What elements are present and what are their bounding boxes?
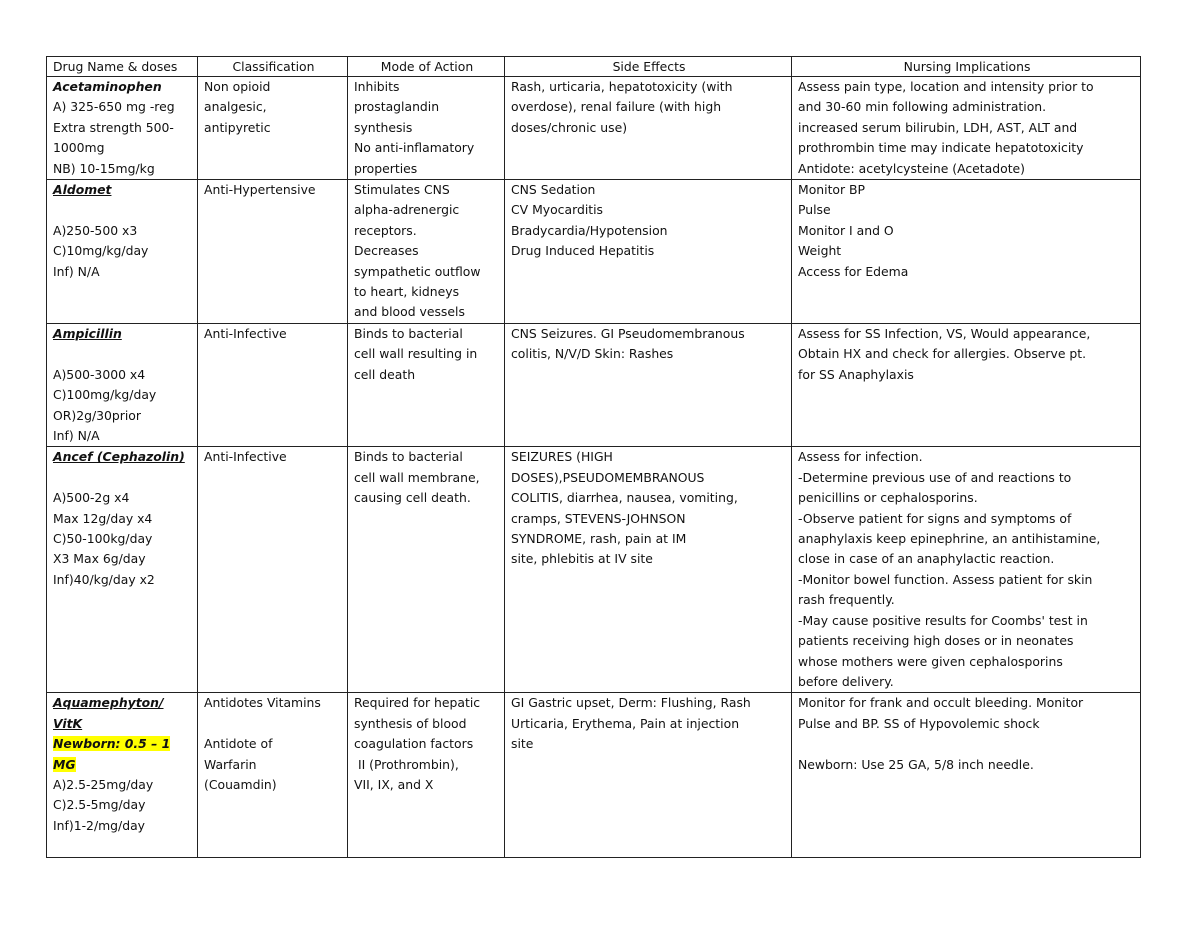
side-effects-line: overdose), renal failure (with high xyxy=(511,99,722,115)
mode-of-action-line: Decreases xyxy=(354,243,419,259)
dose-line: C)10mg/kg/day xyxy=(53,243,149,259)
mode-of-action-line: causing cell death. xyxy=(354,490,471,506)
mode-of-action-line: properties xyxy=(354,160,418,176)
nursing-implications-cell xyxy=(792,180,1141,324)
nursing-line: for SS Anaphylaxis xyxy=(798,366,914,382)
header-classification: Classification xyxy=(198,57,348,77)
dose-line: X3 Max 6g/day xyxy=(53,551,146,567)
nursing-line: Pulse and BP. SS of Hypovolemic shock xyxy=(798,715,1040,731)
nursing-line: -Observe patient for signs and symptoms of xyxy=(798,510,1072,526)
side-effects-line: GI Gastric upset, Derm: Flushing, Rash xyxy=(511,695,751,711)
dose-line: Extra strength 500- xyxy=(53,119,174,135)
classification-line: Anti-Hypertensive xyxy=(204,182,316,198)
dose-line: OR)2g/30prior xyxy=(53,407,141,423)
side-effects-cell xyxy=(505,693,792,858)
mode-of-action-line: Stimulates CNS xyxy=(354,182,450,198)
classification-line: Antidote of xyxy=(204,736,273,752)
dose-line: C)100mg/kg/day xyxy=(53,387,157,403)
mode-of-action-line: to heart, kidneys xyxy=(354,284,460,300)
mode-of-action-line: VII, IX, and X xyxy=(354,776,434,792)
side-effects-line: Rash, urticaria, hepatotoxicity (with xyxy=(511,79,733,94)
header-mode-of-action: Mode of Action xyxy=(348,57,505,77)
mode-of-action-line: and blood vessels xyxy=(354,304,465,320)
side-effects-cell xyxy=(505,77,792,180)
nursing-line: -May cause positive results for Coombs' test in xyxy=(798,612,1088,628)
nursing-line: Monitor for frank and occult bleeding. Monitor xyxy=(798,695,1084,711)
nursing-line: anaphylaxis keep epinephrine, an antihistamine, xyxy=(798,531,1101,547)
side-effects-line: site xyxy=(511,736,534,752)
drug-name-cell xyxy=(47,77,198,180)
drug-name-cell xyxy=(47,180,198,324)
nursing-implications-cell xyxy=(792,77,1141,180)
nursing-implications-cell xyxy=(792,324,1141,447)
nursing-line: prothrombin time may indicate hepatotoxicity xyxy=(798,140,1084,156)
nursing-line: and 30-60 min following administration. xyxy=(798,99,1047,115)
side-effects-line: site, phlebitis at IV site xyxy=(511,551,653,567)
highlight-text: MG xyxy=(53,756,76,772)
classification-line: antipyretic xyxy=(204,119,271,135)
spacer xyxy=(53,344,193,364)
classification-line: Non opioid xyxy=(204,79,271,94)
drug-name: Aquamephyton/ xyxy=(53,695,164,711)
nursing-line: -Monitor bowel function. Assess patient for skin xyxy=(798,571,1093,587)
dose-line: 1000mg xyxy=(53,140,105,156)
header-drug-name: Drug Name & doses xyxy=(47,57,198,77)
dose-line: Inf)1-2/mg/day xyxy=(53,817,146,833)
dose-line: Max 12g/day x4 xyxy=(53,510,153,526)
dose-line: A)2.5-25mg/day xyxy=(53,776,154,792)
newborn-dose-highlight xyxy=(53,755,193,775)
table-row xyxy=(47,180,1141,324)
drug-name: Acetaminophen xyxy=(53,79,162,94)
drug-reference-table xyxy=(46,56,1141,858)
spacer xyxy=(798,734,1136,754)
dose-line: A) 325-650 mg -reg xyxy=(53,99,175,115)
classification-line: Anti-Infective xyxy=(204,449,287,465)
drug-name-cell xyxy=(47,693,198,858)
classification-cell xyxy=(198,77,348,180)
header-row xyxy=(47,57,1141,77)
side-effects-line: colitis, N/V/D Skin: Rashes xyxy=(511,346,674,362)
classification-line: Anti-Infective xyxy=(204,326,287,342)
side-effects-line: DOSES),PSEUDOMEMBRANOUS xyxy=(511,469,705,485)
newborn-dose-highlight xyxy=(53,734,193,754)
mode-of-action-cell xyxy=(348,180,505,324)
side-effects-line: doses/chronic use) xyxy=(511,119,628,135)
mode-of-action-line: synthesis xyxy=(354,119,413,135)
mode-of-action-line: coagulation factors xyxy=(354,736,474,752)
mode-of-action-line: prostaglandin xyxy=(354,99,440,115)
mode-of-action-line: No anti-inflamatory xyxy=(354,140,475,156)
drug-name: Ampicillin xyxy=(53,326,122,342)
dose-line: NB) 10-15mg/kg xyxy=(53,160,155,176)
mode-of-action-line: synthesis of blood xyxy=(354,715,467,731)
mode-of-action-line: cell wall membrane, xyxy=(354,469,480,485)
mode-of-action-line: cell death xyxy=(354,366,416,382)
nursing-line: Assess pain type, location and intensity prior to xyxy=(798,79,1094,94)
nursing-line: Newborn: Use 25 GA, 5/8 inch needle. xyxy=(798,756,1034,772)
nursing-line: Obtain HX and check for allergies. Observe pt. xyxy=(798,346,1087,362)
table-row xyxy=(47,77,1141,180)
nursing-implications-cell xyxy=(792,447,1141,693)
table-row xyxy=(47,693,1141,858)
nursing-line: whose mothers were given cephalosporins xyxy=(798,653,1063,669)
mode-of-action-line: receptors. xyxy=(354,222,417,238)
spacer xyxy=(53,200,193,220)
nursing-line: Weight xyxy=(798,243,842,259)
dose-line: A)250-500 x3 xyxy=(53,222,138,238)
mode-of-action-line: Inhibits xyxy=(354,79,400,94)
drug-name: Ancef (Cephazolin) xyxy=(53,449,185,465)
highlight-text: Newborn: 0.5 – 1 xyxy=(53,736,171,752)
mode-of-action-line: alpha-adrenergic xyxy=(354,202,460,218)
classification-cell xyxy=(198,693,348,858)
classification-line: analgesic, xyxy=(204,99,267,115)
side-effects-line: Drug Induced Hepatitis xyxy=(511,243,655,259)
dose-line: C)2.5-5mg/day xyxy=(53,797,146,813)
dose-line: A)500-3000 x4 xyxy=(53,366,146,382)
dose-line: A)500-2g x4 xyxy=(53,490,130,506)
mode-of-action-line: Required for hepatic xyxy=(354,695,481,711)
side-effects-cell xyxy=(505,180,792,324)
mode-of-action-cell xyxy=(348,324,505,447)
mode-of-action-line: cell wall resulting in xyxy=(354,346,478,362)
classification-line: (Couamdin) xyxy=(204,776,277,792)
nursing-line: Antidote: acetylcysteine (Acetadote) xyxy=(798,160,1026,176)
nursing-line: Access for Edema xyxy=(798,263,909,279)
nursing-implications-cell xyxy=(792,693,1141,858)
nursing-line: Monitor BP xyxy=(798,182,866,198)
side-effects-line: CNS Seizures. GI Pseudomembranous xyxy=(511,326,745,342)
dose-line: Inf) N/A xyxy=(53,428,100,444)
mode-of-action-line: Binds to bacterial xyxy=(354,449,463,465)
nursing-line: patients receiving high doses or in neonates xyxy=(798,633,1074,649)
nursing-line: penicillins or cephalosporins. xyxy=(798,490,978,506)
dose-line: C)50-100kg/day xyxy=(53,531,153,547)
classification-cell xyxy=(198,180,348,324)
classification-cell xyxy=(198,324,348,447)
mode-of-action-cell xyxy=(348,77,505,180)
side-effects-line: COLITIS, diarrhea, nausea, vomiting, xyxy=(511,490,738,506)
mode-of-action-line: II (Prothrombin), xyxy=(354,756,459,772)
mode-of-action-line: Binds to bacterial xyxy=(354,326,463,342)
drug-name-cell xyxy=(47,324,198,447)
drug-name: Aldomet xyxy=(53,182,112,198)
side-effects-line: SEIZURES (HIGH xyxy=(511,449,613,465)
side-effects-line: Bradycardia/Hypotension xyxy=(511,222,668,238)
dose-line: Inf)40/kg/day x2 xyxy=(53,571,155,587)
dose-line: Inf) N/A xyxy=(53,263,100,279)
nursing-line: before delivery. xyxy=(798,673,894,689)
side-effects-line: CNS Sedation xyxy=(511,182,596,198)
nursing-line: Assess for infection. xyxy=(798,449,923,465)
mode-of-action-cell xyxy=(348,447,505,693)
classification-line: Warfarin xyxy=(204,756,257,772)
spacer xyxy=(53,468,193,488)
side-effects-line: CV Myocarditis xyxy=(511,202,604,218)
spacer xyxy=(204,714,343,734)
nursing-line: increased serum bilirubin, LDH, AST, ALT and xyxy=(798,119,1078,135)
mode-of-action-cell xyxy=(348,693,505,858)
nursing-line: Monitor I and O xyxy=(798,222,894,238)
nursing-line: Assess for SS Infection, VS, Would appearance, xyxy=(798,326,1091,342)
table-row xyxy=(47,324,1141,447)
classification-cell xyxy=(198,447,348,693)
side-effects-line: Urticaria, Erythema, Pain at injection xyxy=(511,715,740,731)
nursing-line: rash frequently. xyxy=(798,592,895,608)
side-effects-line: cramps, STEVENS-JOHNSON xyxy=(511,510,686,526)
side-effects-cell xyxy=(505,447,792,693)
side-effects-cell xyxy=(505,324,792,447)
drug-name: VitK xyxy=(53,715,83,731)
table-row xyxy=(47,447,1141,693)
mode-of-action-line: sympathetic outflow xyxy=(354,263,481,279)
header-nursing-implications: Nursing Implications xyxy=(792,57,1141,77)
drug-name-cell xyxy=(47,447,198,693)
nursing-line: -Determine previous use of and reactions to xyxy=(798,469,1072,485)
side-effects-line: SYNDROME, rash, pain at IM xyxy=(511,531,687,547)
nursing-line: close in case of an anaphylactic reaction. xyxy=(798,551,1055,567)
nursing-line: Pulse xyxy=(798,202,831,218)
classification-line: Antidotes Vitamins xyxy=(204,695,321,711)
header-side-effects: Side Effects xyxy=(505,57,792,77)
